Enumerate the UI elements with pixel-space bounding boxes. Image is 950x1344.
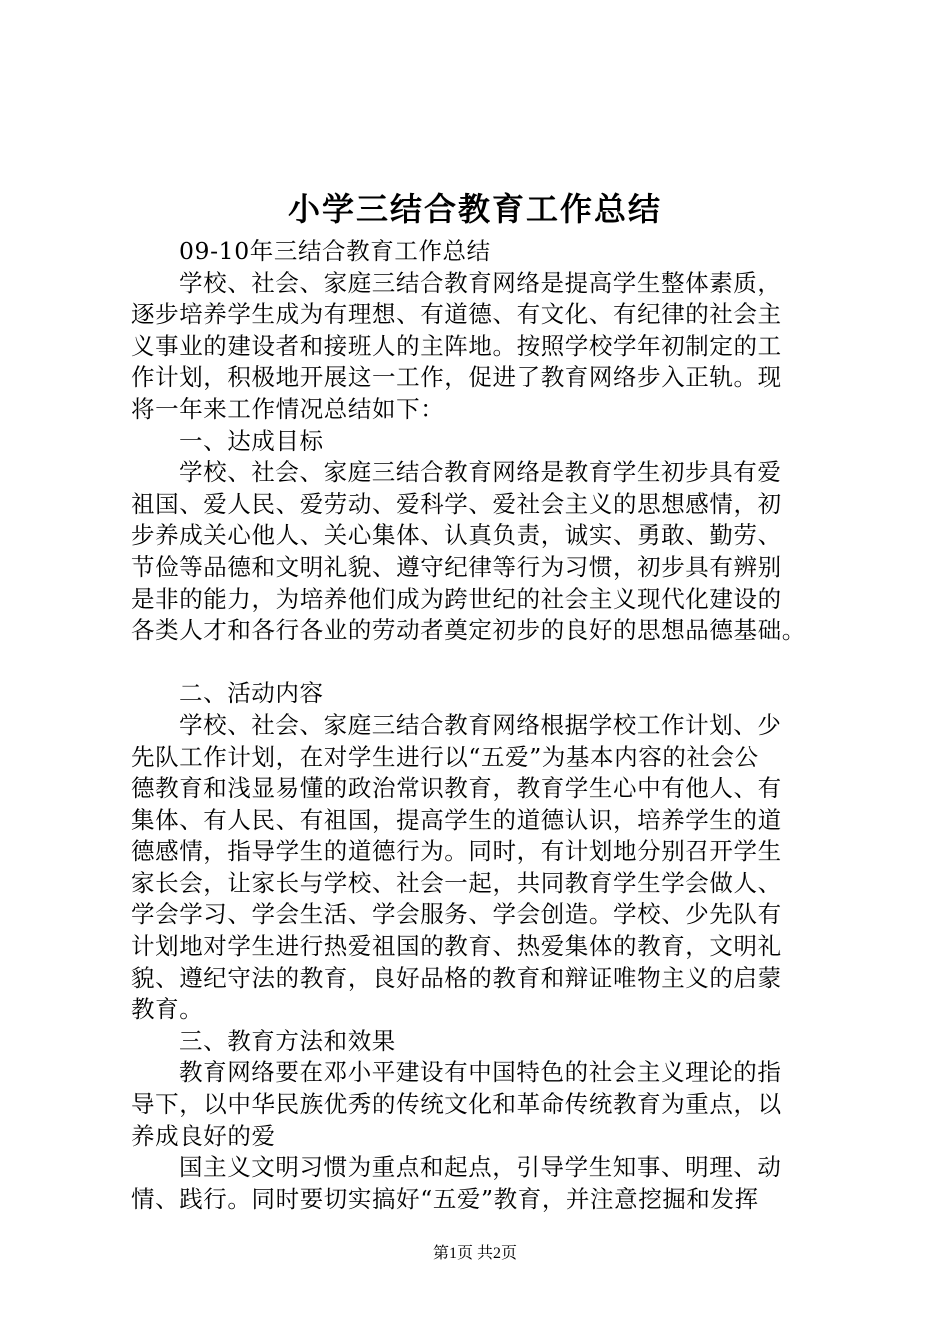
- text-line: 二、活动内容: [179, 679, 324, 708]
- text-line: 逐步培养学生成为有理想、有道德、有文化、有纪律的社会主: [131, 300, 782, 329]
- text-line: 祖国、爱人民、爱劳动、爱科学、爱社会主义的思想感情，初: [131, 489, 782, 518]
- document-body: [131, 236, 846, 1215]
- text-line: 教育。: [131, 995, 204, 1024]
- text-line: 家长会，让家长与学校、社会一起，共同教育学生学会做人、: [131, 868, 782, 897]
- text-line: 作计划，积极地开展这一工作，促进了教育网络步入正轨。现: [131, 363, 782, 392]
- text-line: 计划地对学生进行热爱祖国的教育、热爱集体的教育，文明礼: [131, 932, 782, 961]
- text-line: 导下，以中华民族优秀的传统文化和革命传统教育为重点，以: [131, 1090, 782, 1119]
- text-line: 学会学习、学会生活、学会服务、学会创造。学校、少先队有: [131, 900, 782, 929]
- text-line: 学校、社会、家庭三结合教育网络是提高学生整体素质，: [179, 268, 782, 297]
- text-line: 节俭等品德和文明礼貌、遵守纪律等行为习惯，初步具有辨别: [131, 552, 782, 581]
- text-line: 德教育和浅显易懂的政治常识教育，教育学生心中有他人、有: [131, 774, 782, 803]
- text-line: 养成良好的爱: [131, 1121, 276, 1150]
- text-line: 各类人才和各行各业的劳动者奠定初步的良好的思想品德基础。: [131, 616, 806, 645]
- text-line: 一、达成目标: [179, 426, 324, 455]
- text-line: 学校、社会、家庭三结合教育网络是教育学生初步具有爱: [179, 458, 782, 487]
- document-title: 小学三结合教育工作总结: [287, 190, 662, 228]
- text-line: 将一年来工作情况总结如下：: [131, 394, 445, 423]
- text-line: 集体、有人民、有祖国，提高学生的道德认识，培养学生的道: [131, 805, 782, 834]
- text-line: 先队工作计划，在对学生进行以“五爱”为基本内容的社会公: [131, 742, 759, 771]
- text-line: 步养成关心他人、关心集体、认真负责，诚实、勇敢、勤劳、: [131, 521, 782, 550]
- text-line: 义事业的建设者和接班人的主阵地。按照学校学年初制定的工: [131, 331, 782, 360]
- page-footer: 第1页 共2页: [432, 1245, 517, 1262]
- text-line: 学校、社会、家庭三结合教育网络根据学校工作计划、少: [179, 710, 782, 739]
- text-line: 貌、遵纪守法的教育，良好品格的教育和辩证唯物主义的启蒙: [131, 963, 782, 992]
- text-line: 教育网络要在邓小平建设有中国特色的社会主义理论的指: [179, 1058, 782, 1087]
- text-line: 德感情，指导学生的道德行为。同时，有计划地分别召开学生: [131, 837, 782, 866]
- text-line: 是非的能力，为培养他们成为跨世纪的社会主义现代化建设的: [131, 584, 782, 613]
- text-line: 09-10年三结合教育工作总结: [179, 237, 491, 265]
- text-line: 三、教育方法和效果: [179, 1026, 396, 1055]
- text-line: 国主义文明习惯为重点和起点，引导学生知事、明理、动: [179, 1153, 782, 1182]
- text-line: 情、践行。同时要切实搞好“五爱”教育，并注意挖掘和发挥: [131, 1184, 759, 1213]
- blank-line: [131, 647, 846, 679]
